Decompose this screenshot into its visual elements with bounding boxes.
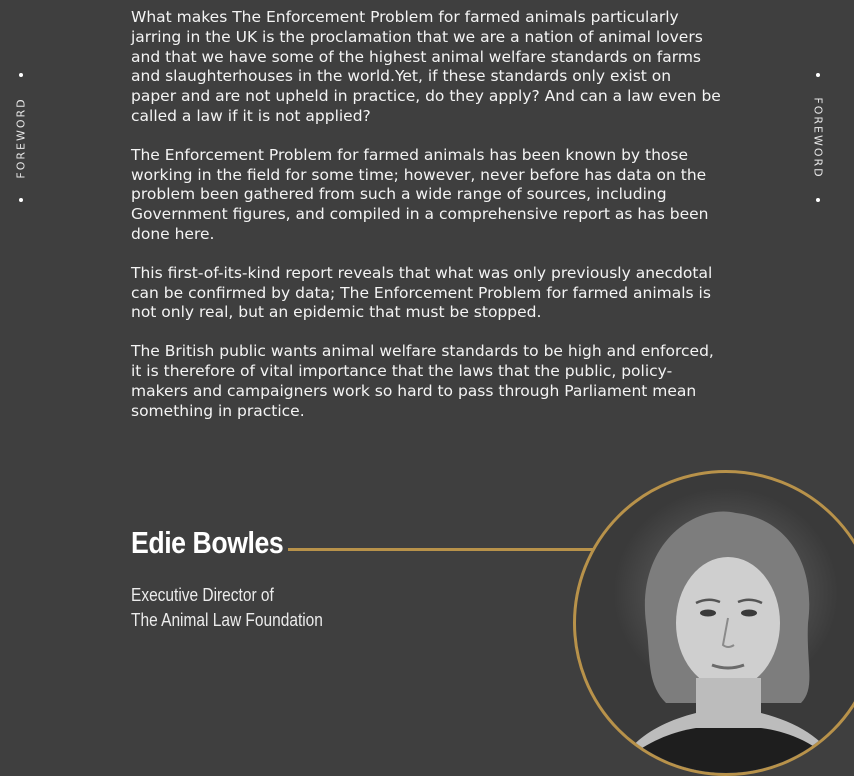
side-label-right <box>811 70 825 206</box>
dot-icon <box>19 73 23 77</box>
author-role-line: Executive Director of <box>131 585 274 605</box>
author-role <box>131 583 323 633</box>
paragraph: The Enforcement Problem for farmed animals has been known by those working in the field for some time; however, never before has data on the problem been gathered from such a wide range of sources, including Government figures, and compiled in a comprehensive report as has been done here. <box>131 145 709 243</box>
side-label-left <box>14 70 28 206</box>
author-portrait-photo <box>573 470 854 776</box>
author-role-line: The Animal Law Foundation <box>131 610 323 630</box>
side-label-text: FOREWORD <box>811 97 825 179</box>
dot-icon <box>816 198 820 202</box>
author-name: Edie Bowles <box>131 525 284 560</box>
dot-icon <box>816 73 820 77</box>
paragraph: This first-of-its-kind report reveals that what was only previously anecdotal can be confirmed by data; The Enforcement Problem for farmed animals is not only real, but an epidemic that must be stopped. <box>131 263 713 322</box>
paragraph: The British public wants animal welfare standards to be high and enforced, it is therefore of vital importance that the laws that the public, policy-makers and campaigners work so hard to pass through Parliament mean something in practice. <box>131 342 714 420</box>
portrait-illustration <box>576 473 854 773</box>
dot-icon <box>19 198 23 202</box>
gold-divider <box>288 548 608 551</box>
paragraph: What makes The Enforcement Problem for farmed animals particularly jarring in the UK is the proclamation that we are a nation of animal lovers and that we have some of the highest animal welfare standards on farms and slaughterhouses in the world.Yet, if these standards only exist on paper and are not upheld in practice, do they apply? And can a law even be called a law if it is not applied? <box>131 8 721 125</box>
foreword-body <box>131 8 721 440</box>
side-label-text: FOREWORD <box>14 97 28 179</box>
